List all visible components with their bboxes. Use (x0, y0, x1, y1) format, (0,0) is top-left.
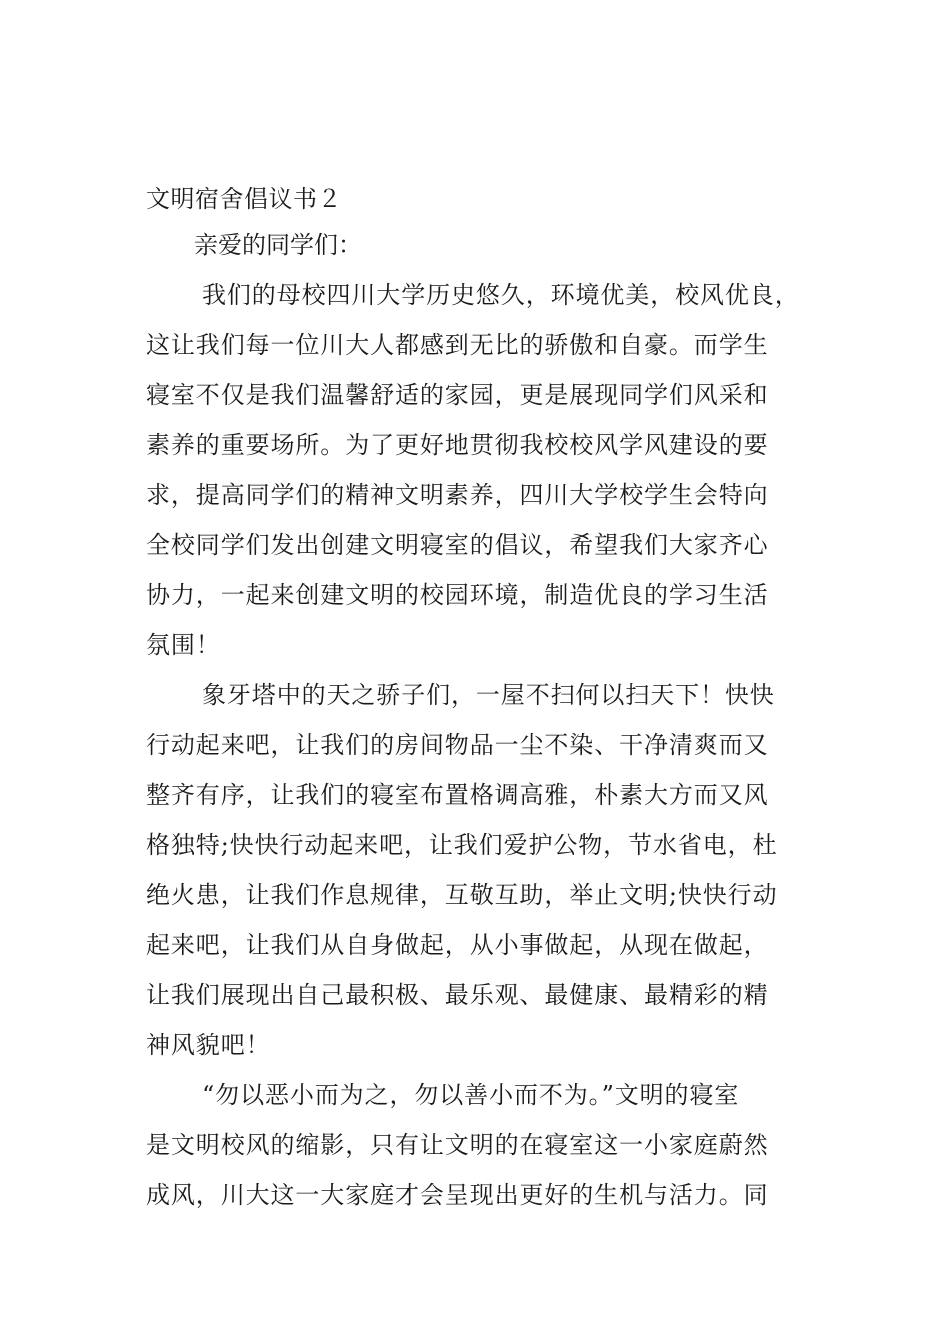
paragraph-1 (146, 270, 810, 670)
document-page (146, 178, 810, 1220)
paragraph-3 (146, 1070, 810, 1220)
text-line: “勿以恶小而为之，勿以善小而不为。”文明的寝室 (202, 1081, 740, 1109)
text-line: 神风貌吧！ (146, 1031, 271, 1059)
text-line: 这让我们每一位川大人都感到无比的骄傲和自豪。而学生 (146, 331, 769, 359)
text-line: 氛围！ (146, 631, 221, 659)
text-line: 寝室不仅是我们温馨舒适的家园，更是展现同学们风采和 (146, 381, 769, 409)
text-line: 素养的重要场所。为了更好地贯彻我校校风学风建设的要 (146, 431, 769, 459)
text-line: 让我们展现出自己最积极、最乐观、最健康、最精彩的精 (146, 981, 769, 1009)
text-line: 成风，川大这一大家庭才会呈现出更好的生机与活力。同 (146, 1181, 769, 1209)
text-line: 格独特;快快行动起来吧，让我们爱护公物，节水省电，杜 (146, 831, 778, 859)
salutation: 亲爱的同学们： (194, 231, 362, 259)
text-line: 全校同学们发出创建文明寝室的倡议，希望我们大家齐心 (146, 531, 769, 559)
text-line: 象牙塔中的天之骄子们，一屋不扫何以扫天下！快快 (202, 681, 775, 709)
text-line: 协力，一起来创建文明的校园环境，制造优良的学习生活 (146, 581, 769, 609)
text-line: 求，提高同学们的精神文明素养，四川大学校学生会特向 (146, 481, 769, 509)
text-line: 起来吧，让我们从自身做起，从小事做起，从现在做起， (146, 931, 769, 959)
text-line: 我们的母校四川大学历史悠久，环境优美，校风优良， (202, 281, 800, 309)
text-line: 行动起来吧，让我们的房间物品一尘不染、干净清爽而又 (146, 731, 769, 759)
document-title: 文明宿舍倡议书２ (146, 185, 342, 213)
paragraph-2 (146, 670, 810, 1070)
text-line: 绝火患，让我们作息规律，互敬互助，举止文明;快快行动 (146, 881, 778, 909)
text-line: 整齐有序，让我们的寝室布置格调高雅，朴素大方而又风 (146, 781, 769, 809)
text-line: 是文明校风的缩影，只有让文明的在寝室这一小家庭蔚然 (146, 1131, 769, 1159)
